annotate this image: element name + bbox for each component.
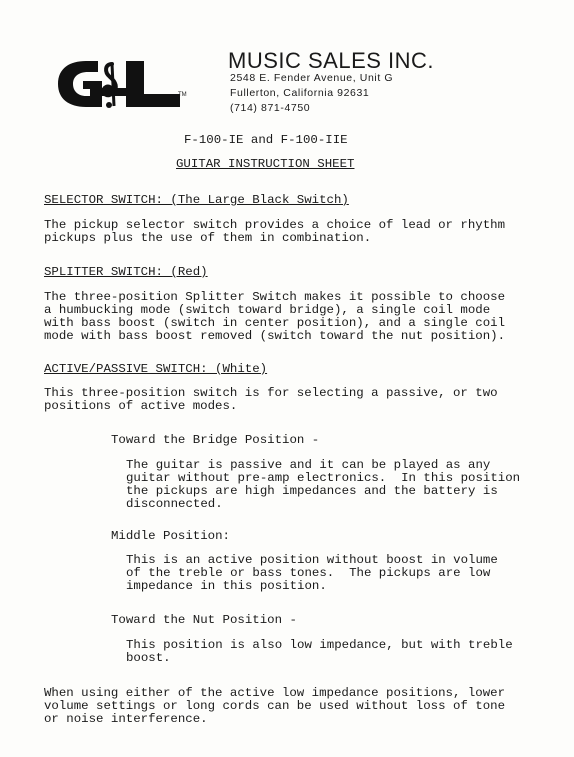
model-numbers: F-100-IE and F-100-IIE [184, 133, 348, 147]
sheet-title: GUITAR INSTRUCTION SHEET [176, 157, 355, 171]
active-passive-switch-body: This three-position switch is for selecting a passive, or two positions of active modes. [44, 386, 498, 413]
bridge-position-body: The guitar is passive and it can be played as any guitar without pre-amp electronics. In this position the pickups are high impedances and the battery is disconnected. [126, 458, 521, 511]
splitter-switch-body: The three-position Splitter Switch makes it possible to choose a humbucking mode (switch toward bridge), a single coil mode with bass boost (switch in center position), and a single coil mode with bass boost removed (switch toward the nut position). [44, 290, 506, 343]
nut-position-body: This position is also low impedance, but with treble boost. [126, 638, 513, 665]
middle-position-body: This is an active position without boost in volume of the treble or bass tones. The pickups are low impedance in this position. [126, 553, 498, 593]
bridge-position-heading: Toward the Bridge Position - [111, 433, 320, 447]
splitter-switch-heading: SPLITTER SWITCH: (Red) [44, 265, 208, 279]
phone-number: (714) 871-4750 [230, 102, 311, 114]
trademark-mark: TM [178, 92, 187, 98]
active-passive-switch-heading: ACTIVE/PASSIVE SWITCH: (White) [44, 362, 268, 376]
nut-position-heading: Toward the Nut Position - [111, 613, 297, 627]
address-city: Fullerton, California 92631 [230, 87, 370, 99]
selector-switch-body: The pickup selector switch provides a choice of lead or rhythm pickups plus the use of them in combination. [44, 218, 506, 245]
address-street: 2548 E. Fender Avenue, Unit G [230, 72, 394, 84]
low-impedance-note: When using either of the active low impedance positions, lower volume settings or long cords can be used without loss of tone or noise interference. [44, 686, 506, 726]
middle-position-heading: Middle Position: [111, 529, 230, 543]
company-name: MUSIC SALES INC. [228, 48, 435, 73]
gl-logo [52, 58, 192, 110]
selector-switch-heading: SELECTOR SWITCH: (The Large Black Switch) [44, 193, 349, 207]
